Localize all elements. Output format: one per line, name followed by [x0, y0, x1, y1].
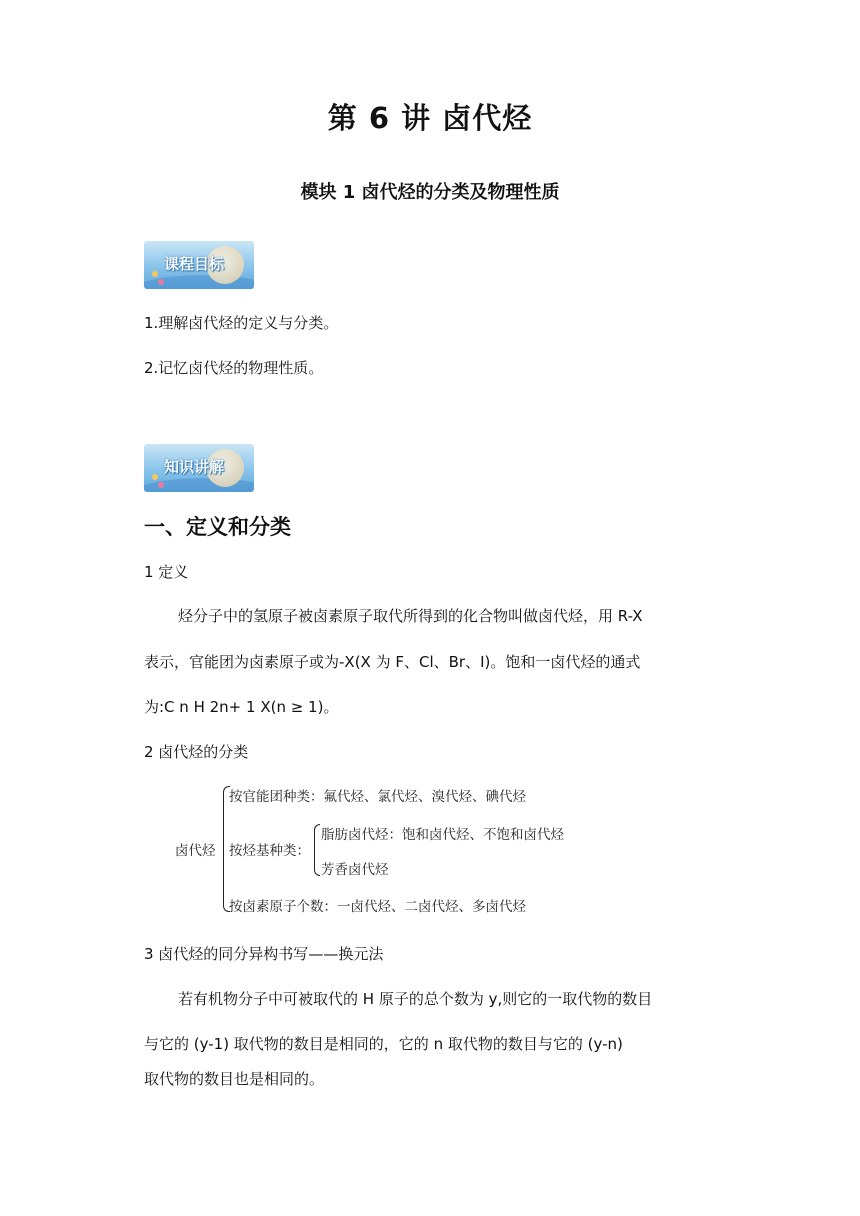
section-heading: 一、定义和分类	[144, 515, 291, 539]
definition-line: 烃分子中的氢原子被卤素原子取代所得到的化合物叫做卤代烃，用 R-X	[178, 607, 643, 625]
banner-dot-decoration	[152, 474, 158, 480]
page-title: 第 6 讲 卤代烃	[327, 101, 533, 135]
tree-by-count: 按卤素原子个数：一卤代烃、二卤代烃、多卤代烃	[229, 899, 526, 915]
banner-label: 课程目标	[164, 255, 225, 273]
banner-dot-decoration	[152, 271, 158, 277]
definition-line: 为:C n H 2n+ 1 X(n ≥ 1)。	[144, 698, 339, 716]
subheading-classification: 2 卤代烃的分类	[144, 743, 249, 761]
classification-diagram	[172, 780, 602, 920]
banner-label: 知识讲解	[164, 458, 225, 476]
goal-item: 2.记忆卤代烃的物理性质。	[144, 359, 324, 377]
tree-by-hydrocarbon: 按烃基种类：	[229, 843, 310, 859]
goal-item: 1.理解卤代烃的定义与分类。	[144, 314, 339, 332]
isomer-line: 若有机物分子中可被取代的 H 原子的总个数为 y,则它的一取代物的数目	[178, 990, 653, 1008]
definition-line: 表示，官能团为卤素原子或为-X(X 为 F、Cl、Br、I)。饱和一卤代烃的通式	[144, 653, 641, 671]
isomer-line: 取代物的数目也是相同的。	[144, 1070, 325, 1088]
tree-root: 卤代烃	[175, 843, 216, 859]
subheading-definition: 1 定义	[144, 563, 189, 581]
course-goals-banner	[144, 241, 254, 289]
banner-dot-decoration	[158, 279, 164, 285]
banner-dot-decoration	[158, 482, 164, 488]
subheading-isomer: 3 卤代烃的同分异构书写——换元法	[144, 945, 384, 963]
inner-brace	[314, 824, 320, 876]
tree-aliphatic: 脂肪卤代烃：饱和卤代烃、不饱和卤代烃	[321, 827, 564, 843]
knowledge-banner	[144, 444, 254, 492]
module-title: 模块 1 卤代烃的分类及物理性质	[300, 182, 560, 203]
tree-aromatic: 芳香卤代烃	[321, 862, 389, 878]
isomer-line: 与它的 (y-1) 取代物的数目是相同的，它的 n 取代物的数目与它的 (y-n)	[144, 1035, 623, 1053]
tree-by-group: 按官能团种类：氟代烃、氯代烃、溴代烃、碘代烃	[229, 789, 526, 805]
